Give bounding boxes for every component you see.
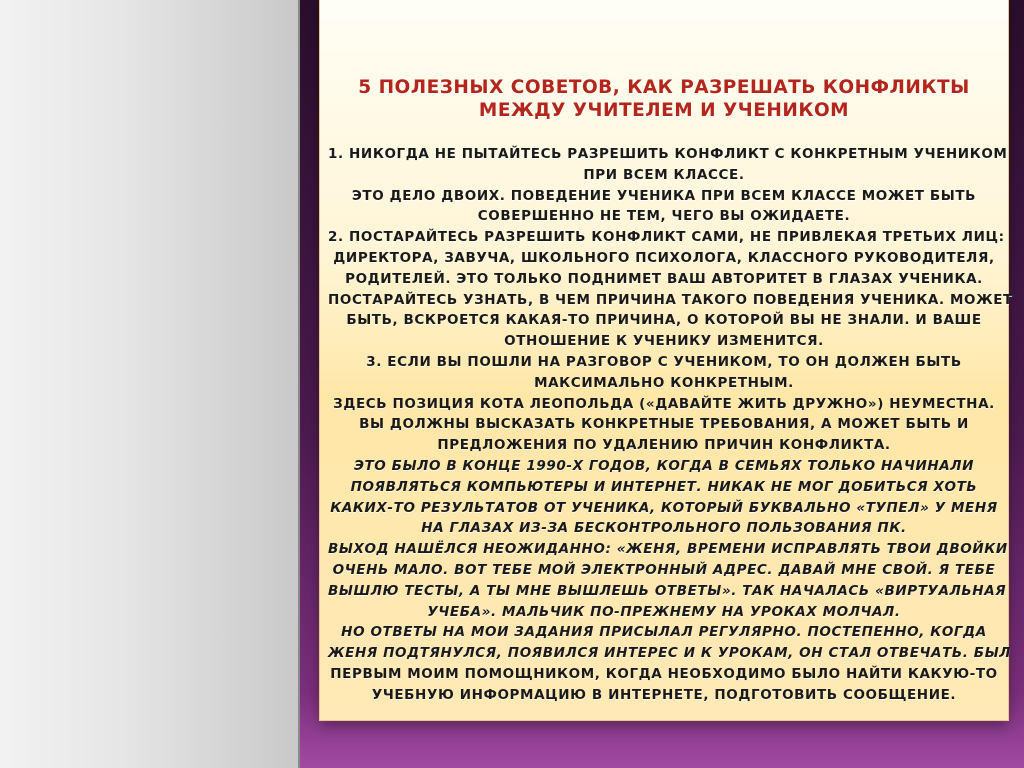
card-content bbox=[328, 76, 1013, 706]
slide-body bbox=[328, 144, 1013, 706]
body-line: РОДИТЕЛЕЙ. ЭТО ТОЛЬКО ПОДНИМЕТ ВАШ АВТОРИТЕТ В ГЛАЗАХ УЧЕНИКА. bbox=[345, 270, 983, 287]
body-line: НА ГЛАЗАХ ИЗ-ЗА БЕСКОНТРОЛЬНОГО ПОЛЬЗОВАНИЯ ПК. bbox=[421, 520, 907, 537]
body-line: ПОЯВЛЯТЬСЯ КОМПЬЮТЕРЫ И ИНТЕРНЕТ. НИКАК НЕ МОГ ДОБИТЬСЯ ХОТЬ bbox=[350, 478, 978, 495]
body-line: ПРИ ВСЕМ КЛАССЕ. bbox=[583, 166, 745, 183]
body-line: ОЧЕНЬ МАЛО. ВОТ ТЕБЕ МОЙ ЭЛЕКТРОННЫЙ АДРЕС. ДАВАЙ МНЕ СВОЙ. Я ТЕБЕ bbox=[332, 561, 996, 578]
body-line: ПРЕДЛОЖЕНИЯ ПО УДАЛЕНИЮ ПРИЧИН КОНФЛИКТА. bbox=[437, 437, 891, 454]
body-line: 2. ПОСТАРАЙТЕСЬ РАЗРЕШИТЬ КОНФЛИКТ САМИ, НЕ ПРИВЛЕКАЯ ТРЕТЬИХ ЛИЦ: bbox=[328, 229, 1005, 246]
body-line: КАКИХ-ТО РЕЗУЛЬТАТОВ ОТ УЧЕНИКА, КОТОРЫЙ БУКВАЛЬНО «ТУПЕЛ» У МЕНЯ bbox=[330, 499, 998, 516]
body-line: ЗДЕСЬ ПОЗИЦИЯ КОТА ЛЕОПОЛЬДА («ДАВАЙТЕ ЖИТЬ ДРУЖНО») НЕУМЕСТНА. bbox=[333, 395, 995, 412]
body-line: УЧЕБА». МАЛЬЧИК ПО-ПРЕЖНЕМУ НА УРОКАХ МОЛЧАЛ. bbox=[427, 603, 901, 620]
body-line: ОТНОШЕНИЕ К УЧЕНИКУ ИЗМЕНИТСЯ. bbox=[504, 333, 824, 350]
body-line: УЧЕБНУЮ ИНФОРМАЦИЮ В ИНТЕРНЕТЕ, ПОДГОТОВИТЬ СООБЩЕНИЕ. bbox=[371, 686, 957, 703]
body-line: ВЫ ДОЛЖНЫ ВЫСКАЗАТЬ КОНКРЕТНЫЕ ТРЕБОВАНИЯ, А МОЖЕТ БЫТЬ И bbox=[359, 416, 969, 433]
body-line: МАКСИМАЛЬНО КОНКРЕТНЫМ. bbox=[534, 374, 794, 391]
body-line: СОВЕРШЕННО НЕ ТЕМ, ЧЕГО ВЫ ОЖИДАЕТЕ. bbox=[477, 208, 851, 225]
body-line: ЭТО ДЕЛО ДВОИХ. ПОВЕДЕНИЕ УЧЕНИКА ПРИ ВСЕМ КЛАССЕ МОЖЕТ БЫТЬ bbox=[351, 187, 977, 204]
body-line: ЖЕНЯ ПОДТЯНУЛСЯ, ПОЯВИЛСЯ ИНТЕРЕС И К УРОКАМ, ОН СТАЛ ОТВЕЧАТЬ. БЫЛ bbox=[328, 645, 1012, 662]
slide-title: 5 ПОЛЕЗНЫХ СОВЕТОВ, КАК РАЗРЕШАТЬ КОНФЛИКТЫ МЕЖДУ УЧИТЕЛЕМ И УЧЕНИКОМ bbox=[358, 77, 970, 121]
body-line: ПОСТАРАЙТЕСЬ УЗНАТЬ, В ЧЕМ ПРИЧИНА ТАКОГО ПОВЕДЕНИЯ УЧЕНИКА. МОЖЕТ bbox=[328, 291, 1013, 308]
body-line: 3. ЕСЛИ ВЫ ПОШЛИ НА РАЗГОВОР С УЧЕНИКОМ, ТО ОН ДОЛЖЕН БЫТЬ bbox=[366, 353, 962, 370]
body-line: ВЫХОД НАШЁЛСЯ НЕОЖИДАННО: «ЖЕНЯ, ВРЕМЕНИ ИСПРАВЛЯТЬ ТВОИ ДВОЙКИ bbox=[328, 541, 1008, 558]
body-line: ПЕРВЫМ МОИМ ПОМОЩНИКОМ, КОГДА НЕОБХОДИМО БЫЛО НАЙТИ КАКУЮ-ТО bbox=[330, 665, 998, 682]
body-line: ВЫШЛЮ ТЕСТЫ, А ТЫ МНЕ ВЫШЛЕШЬ ОТВЕТЫ». ТАК НАЧАЛАСЬ «ВИРТУАЛЬНАЯ bbox=[328, 582, 1007, 599]
left-gray-panel bbox=[0, 0, 298, 768]
body-line: БЫТЬ, ВСКРОЕТСЯ КАКАЯ-ТО ПРИЧИНА, О КОТОРОЙ ВЫ НЕ ЗНАЛИ. И ВАШЕ bbox=[346, 312, 982, 329]
body-line: НО ОТВЕТЫ НА МОИ ЗАДАНИЯ ПРИСЫЛАЛ РЕГУЛЯРНО. ПОСТЕПЕННО, КОГДА bbox=[341, 624, 987, 641]
body-line: ДИРЕКТОРА, ЗАВУЧА, ШКОЛЬНОГО ПСИХОЛОГА, КЛАССНОГО РУКОВОДИТЕЛЯ, bbox=[333, 249, 995, 266]
body-line: 1. НИКОГДА НЕ ПЫТАЙТЕСЬ РАЗРЕШИТЬ КОНФЛИКТ С КОНКРЕТНЫМ УЧЕНИКОМ bbox=[328, 146, 1008, 162]
body-line: ЭТО БЫЛО В КОНЦЕ 1990-Х ГОДОВ, КОГДА В СЕМЬЯХ ТОЛЬКО НАЧИНАЛИ bbox=[353, 457, 975, 474]
